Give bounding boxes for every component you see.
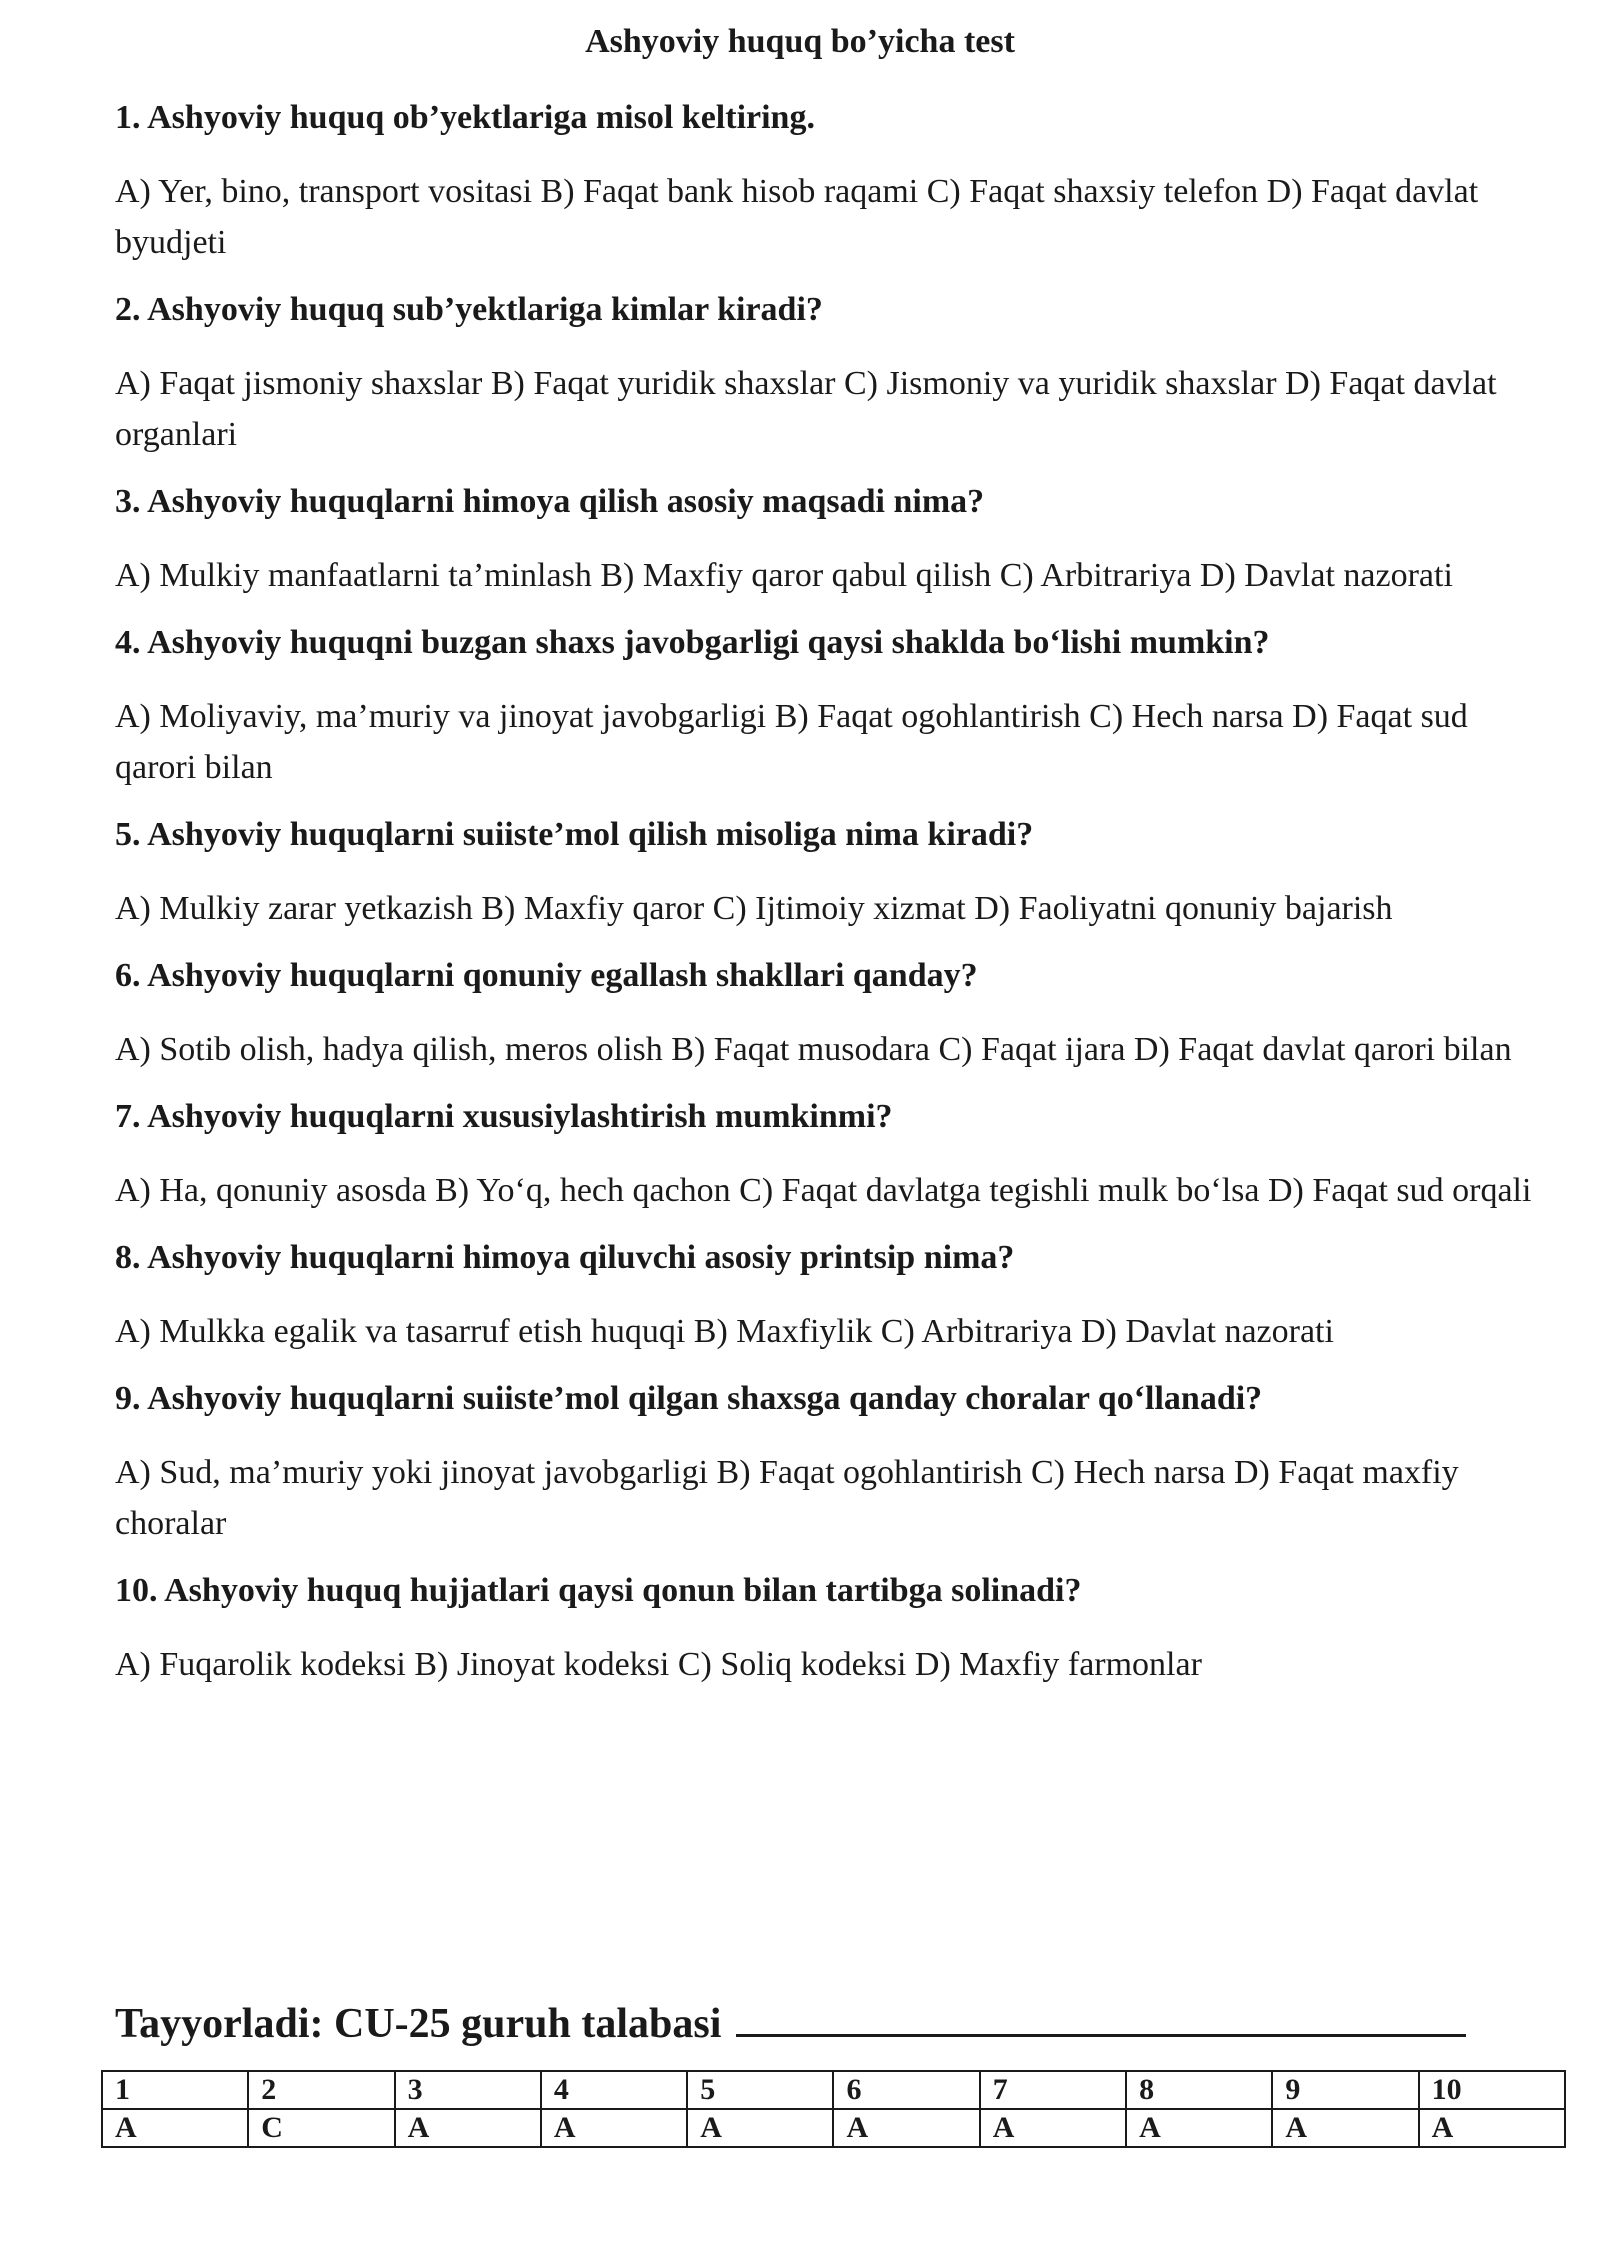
- answer-key-number: 1: [102, 2071, 248, 2109]
- answer-options: A) Fuqarolik kodeksi B) Jinoyat kodeksi C) Soliq kodeksi D) Maxfiy farmonlar: [115, 1646, 1202, 1683]
- question-text: 4. Ashyoviy huquqni buzgan shaxs javobgarligi qaysi shaklda bo‘lishi mumkin?: [115, 624, 1270, 661]
- prepared-by-line: [115, 1988, 1466, 2052]
- answer-key-number: 3: [395, 2071, 541, 2109]
- answer-options: A) Yer, bino, transport vositasi B) Faqat bank hisob raqami C) Faqat shaxsiy telefon D) Faqat davlat byudjeti: [115, 173, 1479, 261]
- question-text: 7. Ashyoviy huquqlarni xususiylashtirish mumkinmi?: [115, 1098, 893, 1135]
- question-text: 9. Ashyoviy huquqlarni suiiste’mol qilgan shaxsga qanday choralar qo‘llanadi?: [115, 1380, 1263, 1417]
- question-block-4: [115, 621, 1555, 793]
- answer-key-answer: A: [980, 2109, 1126, 2147]
- prepared-by-label: Tayyorladi: CU-25 guruh talabasi: [115, 2001, 722, 2047]
- question-text: 1. Ashyoviy huquq ob’yektlariga misol keltiring.: [115, 99, 815, 136]
- answer-key-number: 9: [1272, 2071, 1418, 2109]
- answer-key-answer: C: [248, 2109, 394, 2147]
- question-block-5: [115, 813, 1555, 934]
- question-text: 6. Ashyoviy huquqlarni qonuniy egallash shakllari qanday?: [115, 957, 978, 994]
- answer-key-answer: A: [1272, 2109, 1418, 2147]
- answer-key-number: 7: [980, 2071, 1126, 2109]
- answer-key-answer: A: [687, 2109, 833, 2147]
- answer-key-number: 10: [1419, 2071, 1565, 2109]
- answer-key-number: 2: [248, 2071, 394, 2109]
- question-text: 8. Ashyoviy huquqlarni himoya qiluvchi asosiy printsip nima?: [115, 1239, 1015, 1276]
- answer-key-number: 5: [687, 2071, 833, 2109]
- answer-key-answer: A: [541, 2109, 687, 2147]
- answer-options: A) Moliyaviy, ma’muriy va jinoyat javobgarligi B) Faqat ogohlantirish C) Hech narsa D) Faqat sud qarori bilan: [115, 698, 1468, 786]
- question-block-10: [115, 1569, 1555, 1690]
- answer-key-number: 4: [541, 2071, 687, 2109]
- question-text: 5. Ashyoviy huquqlarni suiiste’mol qilish misoliga nima kiradi?: [115, 816, 1034, 853]
- page-title: Ashyoviy huquq bo’yicha test: [585, 23, 1015, 60]
- answer-options: A) Mulkiy manfaatlarni ta’minlash B) Maxfiy qaror qabul qilish C) Arbitrariya D) Davlat nazorati: [115, 557, 1453, 594]
- question-block-9: [115, 1377, 1555, 1549]
- answer-options: A) Mulkiy zarar yetkazish B) Maxfiy qaror C) Ijtimoiy xizmat D) Faoliyatni qonuniy bajarish: [115, 890, 1393, 927]
- question-block-8: [115, 1236, 1555, 1357]
- answer-key-number: 6: [833, 2071, 979, 2109]
- answer-options: A) Sotib olish, hadya qilish, meros olish B) Faqat musodara C) Faqat ijara D) Faqat davlat qarori bilan: [115, 1031, 1512, 1068]
- answer-options: A) Faqat jismoniy shaxslar B) Faqat yuridik shaxslar C) Jismoniy va yuridik shaxslar D) Faqat davlat organlari: [115, 365, 1497, 453]
- answer-key-number-row: [102, 2071, 1565, 2109]
- answer-key-answer-row: [102, 2109, 1565, 2147]
- question-block-6: [115, 954, 1555, 1075]
- answer-key-number: 8: [1126, 2071, 1272, 2109]
- answer-key-answer: A: [833, 2109, 979, 2147]
- answer-key-table: [101, 2070, 1566, 2148]
- question-text: 2. Ashyoviy huquq sub’yektlariga kimlar kiradi?: [115, 291, 823, 328]
- answer-key-answer: A: [1126, 2109, 1272, 2147]
- answer-options: A) Mulkka egalik va tasarruf etish huquqi B) Maxfiylik C) Arbitrariya D) Davlat nazorati: [115, 1313, 1334, 1350]
- question-text: 10. Ashyoviy huquq hujjatlari qaysi qonun bilan tartibga solinadi?: [115, 1572, 1082, 1609]
- question-block-3: [115, 480, 1555, 601]
- answer-options: A) Sud, ma’muriy yoki jinoyat javobgarligi B) Faqat ogohlantirish C) Hech narsa D) Faqat maxfiy choralar: [115, 1454, 1459, 1542]
- signature-blank-line: [736, 1988, 1466, 2037]
- question-block-1: [115, 96, 1555, 268]
- answer-key-answer: A: [1419, 2109, 1565, 2147]
- question-block-7: [115, 1095, 1555, 1216]
- answer-key-answer: A: [395, 2109, 541, 2147]
- questions-list: [115, 96, 1555, 1710]
- question-block-2: [115, 288, 1555, 460]
- answer-options: A) Ha, qonuniy asosda B) Yo‘q, hech qachon C) Faqat davlatga tegishli mulk bo‘lsa D) Faqat sud orqali: [115, 1172, 1532, 1209]
- answer-key-answer: A: [102, 2109, 248, 2147]
- question-text: 3. Ashyoviy huquqlarni himoya qilish asosiy maqsadi nima?: [115, 483, 985, 520]
